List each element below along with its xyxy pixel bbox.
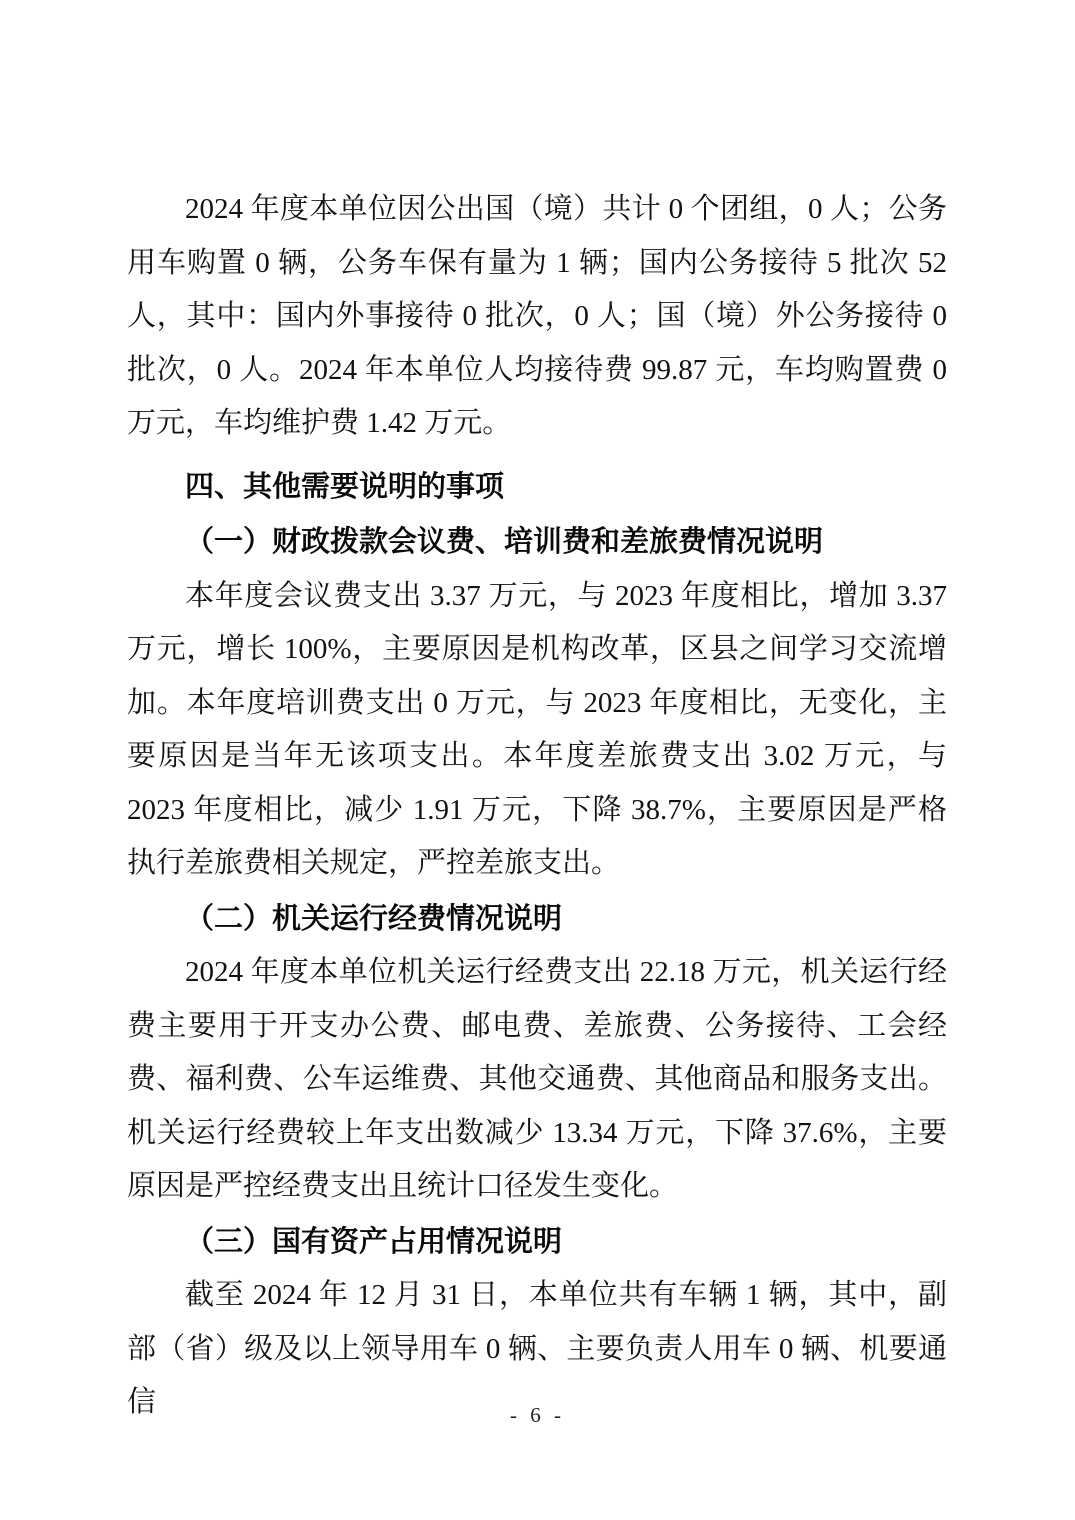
- section-heading-other-matters: 四、其他需要说明的事项: [185, 470, 505, 503]
- subsection-heading-operating-expenses: （二）机关运行经费情况说明: [185, 902, 563, 935]
- paragraph-meeting-training-travel-fees: 本年度会议费支出 3.37 万元，与 2023 年度相比，增加 3.37 万元，增长 100%，主要原因是机构改革，区县之间学习交流增加。本年度培训费支出 0 万元，与 2023 年度相比，无变化，主要原因是当年无该项支出。本年度差旅费支出 3.02 万元，与 2023 年度相比，减少 1.91 万元，下降 38.7%，主要原因是严格执行差旅费相关规定，严控差旅支出。: [127, 579, 947, 879]
- document-body: [127, 183, 947, 1430]
- subsection-heading-state-assets: （三）国有资产占用情况说明: [185, 1225, 563, 1258]
- paragraph-state-assets: 截至 2024 年 12 月 31 日，本单位共有车辆 1 辆，其中，副部（省）级及以上领导用车 0 辆、主要负责人用车 0 辆、机要通信: [127, 1279, 947, 1418]
- page-number: - 6 -: [510, 1403, 565, 1427]
- paragraph-operating-expenses: 2024 年度本单位机关运行经费支出 22.18 万元，机关运行经费主要用于开支办公费、邮电费、差旅费、公务接待、工会经费、福利费、公车运维费、其他交通费、其他商品和服务支出。机关运行经费较上年支出数减少 13.34 万元，下降 37.6%，主要原因是严控经费支出且统计口径发生变化。: [127, 956, 947, 1202]
- subsection-heading-meeting-training-travel-fees: （一）财政拨款会议费、培训费和差旅费情况说明: [185, 526, 824, 558]
- paragraph-official-trips-vehicles-receptions: 2024 年度本单位因公出国（境）共计 0 个团组，0 人；公务用车购置 0 辆，公务车保有量为 1 辆；国内公务接待 5 批次 52 人，其中：国内外事接待 0 批次，0 人；国（境）外公务接待 0 批次，0 人。2024 年本单位人均接待费 99.87 元，车均购置费 0 万元，车均维护费 1.42 万元。: [127, 193, 947, 439]
